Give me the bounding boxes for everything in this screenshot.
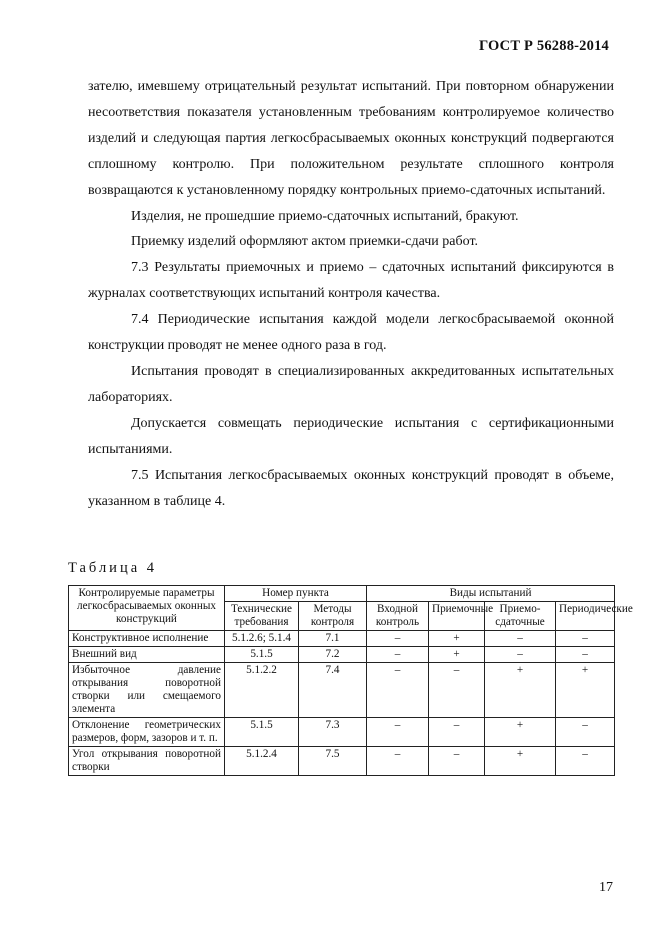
tech-cell: 5.1.2.6; 5.1.4 (225, 631, 299, 647)
body-text (88, 74, 614, 514)
methods-cell: 7.3 (299, 718, 367, 747)
header-param: Контролируемые параметры легкосбрасываемых оконных конструкций (69, 586, 225, 631)
incoming-cell: – (367, 718, 429, 747)
page-number: 17 (599, 880, 613, 895)
methods-cell: 7.1 (299, 631, 367, 647)
header-periodic: Периодические (556, 602, 615, 631)
document-header: ГОСТ Р 56288-2014 (478, 38, 609, 54)
periodic-cell: – (556, 647, 615, 663)
paragraph: 7.4 Периодические испытания каждой модели легкосбрасываемой оконной конструкции проводят не менее одного раза в год. (88, 312, 614, 354)
acc-delivery-cell: + (485, 747, 556, 776)
acceptance-cell: – (429, 747, 485, 776)
acceptance-cell: – (429, 718, 485, 747)
paragraph: Изделия, не прошедшие приемо-сдаточных испытаний, бракуют. (131, 208, 519, 224)
param-cell: Конструктивное исполнение (69, 631, 225, 647)
methods-cell: 7.5 (299, 747, 367, 776)
tests-table (68, 585, 633, 776)
param-cell: Внешний вид (69, 647, 225, 663)
incoming-cell: – (367, 631, 429, 647)
header-incoming: Входной контроль (367, 602, 429, 631)
paragraph: 7.5 Испытания легкосбрасываемых оконных конструкций проводят в объеме, указанном в таблице 4. (88, 467, 614, 509)
incoming-cell: – (367, 747, 429, 776)
table-row (69, 663, 615, 718)
paragraph: Испытания проводят в специализированных аккредитованных испытательных лабораториях. (88, 363, 614, 405)
periodic-cell: – (556, 747, 615, 776)
periodic-cell: + (556, 663, 615, 718)
paragraph: зателю, имевшему отрицательный результат испытаний. При повторном обнаружении несоответствия показателя установленным требованиям контролируемое количество изделий и следующая партия легкосбрасываемых оконных конструкций подвергаются сплошному контролю. При положительном результате сплошного контроля возвращаются к установленному порядку контрольных приемо-сдаточных испытаний. (88, 79, 614, 198)
table-row (69, 718, 615, 747)
acc-delivery-cell: – (485, 631, 556, 647)
tech-cell: 5.1.5 (225, 718, 299, 747)
param-cell: Отклонение геометрических размеров, форм, зазоров и т. п. (69, 718, 225, 747)
periodic-cell: – (556, 718, 615, 747)
incoming-cell: – (367, 663, 429, 718)
header-tests-group: Виды испытаний (367, 586, 615, 602)
tech-cell: 5.1.5 (225, 647, 299, 663)
acceptance-cell: + (429, 631, 485, 647)
tech-cell: 5.1.2.4 (225, 747, 299, 776)
table-row (69, 747, 615, 776)
acceptance-cell: + (429, 647, 485, 663)
acceptance-cell: – (429, 663, 485, 718)
param-cell: Угол открывания поворотной створки (69, 747, 225, 776)
header-clause-group: Номер пункта (225, 586, 367, 602)
incoming-cell: – (367, 647, 429, 663)
header-acc-delivery: Приемо-сдаточные (485, 602, 556, 631)
tech-cell: 5.1.2.2 (225, 663, 299, 718)
acc-delivery-cell: – (485, 647, 556, 663)
paragraph: Приемку изделий оформляют актом приемки-сдачи работ. (131, 234, 479, 250)
methods-cell: 7.4 (299, 663, 367, 718)
header-acceptance: Приемочные (429, 602, 485, 631)
header-methods: Методы контроля (299, 602, 367, 631)
acc-delivery-cell: + (485, 663, 556, 718)
acc-delivery-cell: + (485, 718, 556, 747)
methods-cell: 7.2 (299, 647, 367, 663)
paragraph: Допускается совмещать периодические испытания с сертификационными испытаниями. (88, 415, 614, 457)
periodic-cell: – (556, 631, 615, 647)
table-row (69, 647, 615, 663)
paragraph: 7.3 Результаты приемочных и приемо – сдаточных испытаний фиксируются в журналах соответствующих испытаний контроля качества. (88, 260, 614, 302)
param-cell: Избыточное давление открывания поворотной створки или смещаемого элемента (69, 663, 225, 718)
header-tech: Технические требования (225, 602, 299, 631)
table-row (69, 631, 615, 647)
table-title: Таблица 4 (68, 560, 158, 576)
